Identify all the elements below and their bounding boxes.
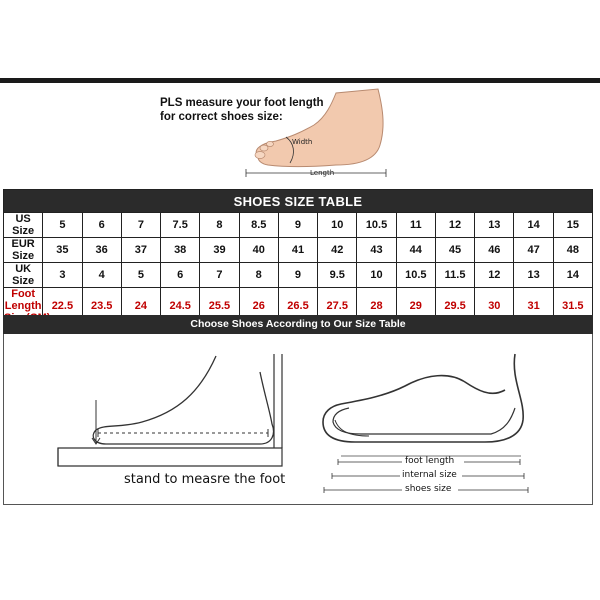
table-cell: 36: [82, 238, 121, 263]
table-row-us: [4, 213, 593, 238]
foot-measure-illustration: [240, 85, 400, 185]
table-cell: 25.5: [200, 288, 239, 325]
row-label-us: US Size: [4, 213, 43, 238]
table-cell: 29.5: [435, 288, 474, 325]
instruction-line-2: for correct shoes size:: [160, 111, 283, 123]
table-cell: 41: [278, 238, 317, 263]
table-cell: 5: [43, 213, 82, 238]
table-cell: 9: [278, 263, 317, 288]
table-row-eur: [4, 238, 593, 263]
choose-shoes-banner: Choose Shoes According to Our Size Table: [3, 315, 593, 334]
table-title: SHOES SIZE TABLE: [4, 190, 593, 213]
instruction-line-1: PLS measure your foot length: [160, 97, 324, 109]
measure-lines-icon: [320, 456, 530, 496]
table-cell: 29: [396, 288, 435, 325]
foot-against-wall-icon: [50, 352, 300, 472]
table-cell: 9: [278, 213, 317, 238]
table-cell: 8: [200, 213, 239, 238]
table-cell: 11: [396, 213, 435, 238]
foot-length-label: foot length: [405, 456, 455, 466]
table-cell: 10.5: [396, 263, 435, 288]
table-cell: 4: [82, 263, 121, 288]
table-cell: 7: [121, 213, 160, 238]
stand-caption: stand to measre the foot: [124, 472, 286, 487]
table-cell: 6: [161, 263, 200, 288]
table-cell: 7: [200, 263, 239, 288]
table-cell: 11.5: [435, 263, 474, 288]
table-cell: 14: [553, 263, 592, 288]
table-cell: 39: [200, 238, 239, 263]
table-cell: 10: [318, 213, 357, 238]
table-cell: 27.5: [318, 288, 357, 325]
table-cell: 43: [357, 238, 396, 263]
table-cell: 40: [239, 238, 278, 263]
table-cell: 44: [396, 238, 435, 263]
table-cell: 26.5: [278, 288, 317, 325]
table-cell: 22.5: [43, 288, 82, 325]
table-cell: 10: [357, 263, 396, 288]
table-cell: 12: [435, 213, 474, 238]
table-cell: 13: [475, 213, 514, 238]
table-title-row: [4, 190, 593, 213]
row-label-foot-length-line-1: Foot Length: [4, 288, 42, 312]
table-cell: 14: [514, 213, 553, 238]
table-cell: 31.5: [553, 288, 592, 325]
table-cell: 3: [43, 263, 82, 288]
table-cell: 15: [553, 213, 592, 238]
table-cell: 10.5: [357, 213, 396, 238]
internal-size-label: internal size: [402, 470, 457, 480]
table-cell: 45: [435, 238, 474, 263]
table-cell: 48: [553, 238, 592, 263]
top-divider: [0, 78, 600, 83]
table-cell: 8: [239, 263, 278, 288]
table-cell: 12: [475, 263, 514, 288]
table-cell: 7.5: [161, 213, 200, 238]
table-cell: 23.5: [82, 288, 121, 325]
table-cell: 28: [357, 288, 396, 325]
table-cell: 30: [475, 288, 514, 325]
table-cell: 31: [514, 288, 553, 325]
table-cell: 8.5: [239, 213, 278, 238]
table-cell: 35: [43, 238, 82, 263]
table-cell: 46: [475, 238, 514, 263]
shoes-size-label: shoes size: [405, 484, 452, 494]
table-cell: 9.5: [318, 263, 357, 288]
table-cell: 47: [514, 238, 553, 263]
size-table: [3, 189, 593, 325]
table-cell: 38: [161, 238, 200, 263]
shoe-measure-icon: [315, 350, 535, 460]
table-cell: 13: [514, 263, 553, 288]
table-cell: 37: [121, 238, 160, 263]
row-label-eur: EUR Size: [4, 238, 43, 263]
table-cell: 42: [318, 238, 357, 263]
width-label: Width: [292, 138, 313, 146]
table-cell: 6: [82, 213, 121, 238]
row-label-uk: UK Size: [4, 263, 43, 288]
table-cell: 24.5: [161, 288, 200, 325]
table-cell: 24: [121, 288, 160, 325]
length-label: Length: [310, 169, 335, 177]
table-cell: 26: [239, 288, 278, 325]
table-row-uk: [4, 263, 593, 288]
table-cell: 5: [121, 263, 160, 288]
